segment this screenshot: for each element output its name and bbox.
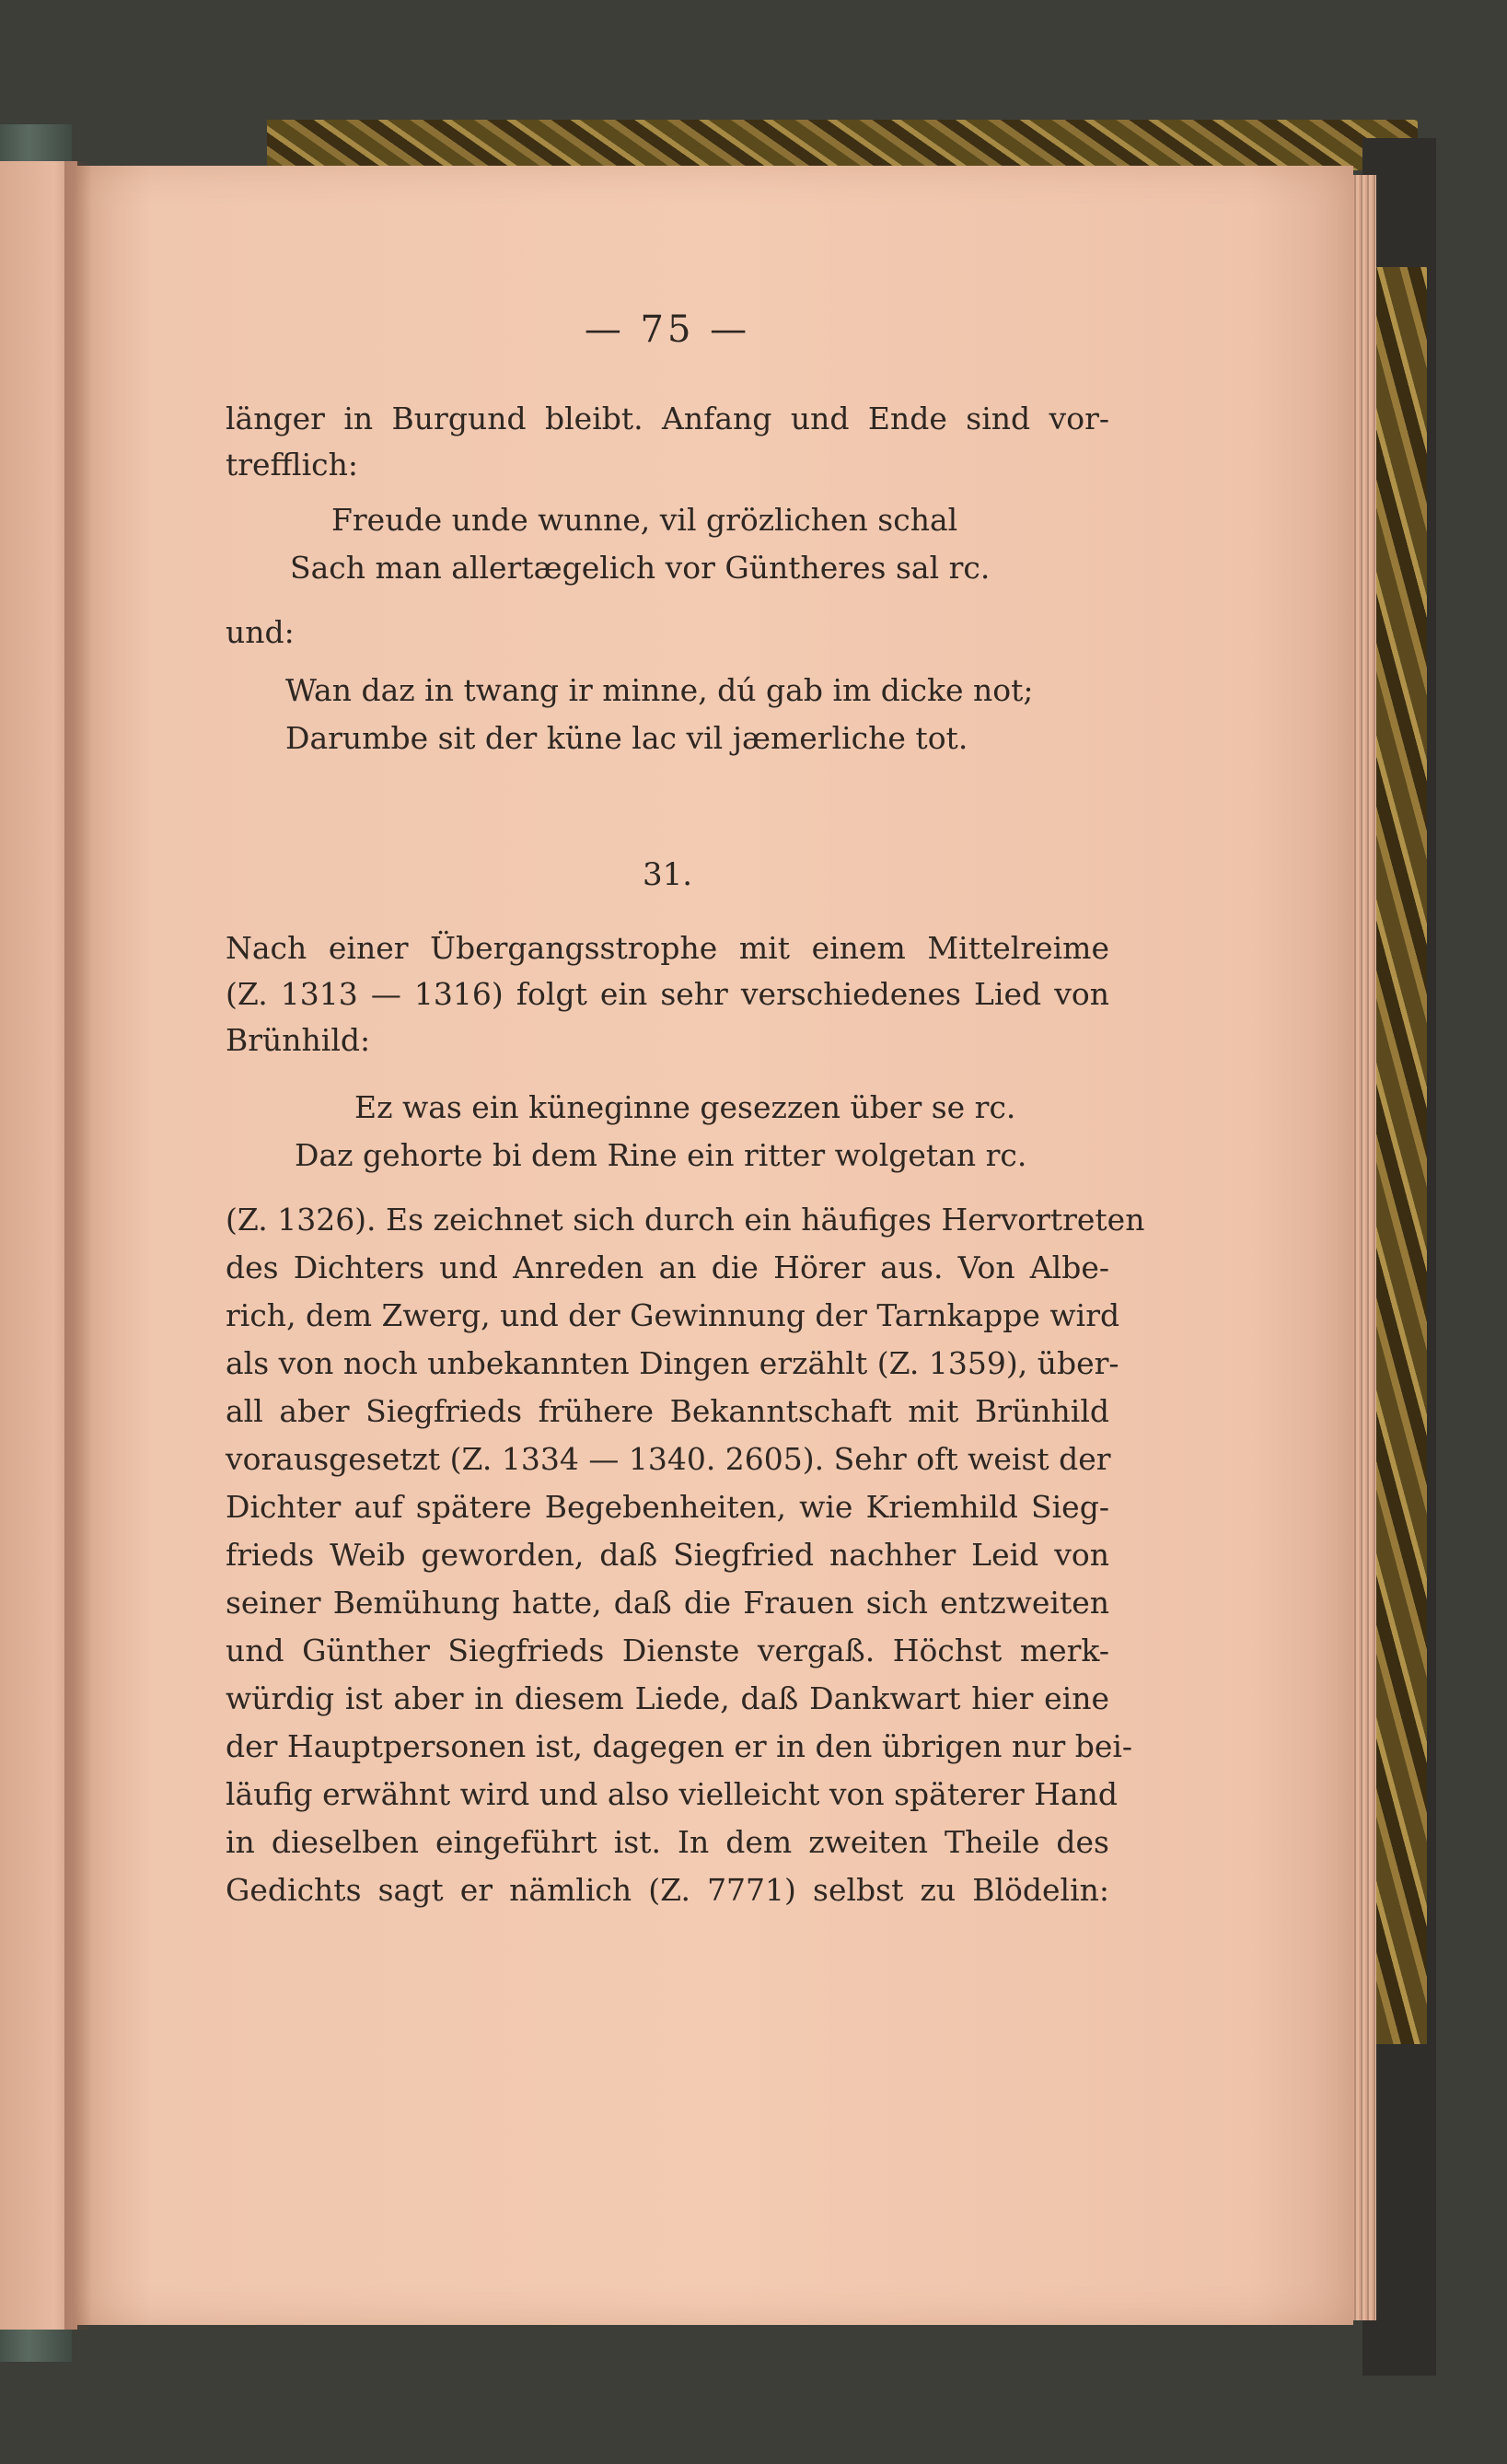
text-line: seiner Bemühung hatte, daß die Frauen sich entzweiten [226, 1585, 1109, 1621]
spine-shadow [64, 161, 92, 2330]
text-line: länger in Burgund bleibt. Anfang und Ende sind vor- [226, 401, 1109, 436]
text-line: Brünhild: [226, 1022, 371, 1058]
text-line: (Z. 1313 — 1316) folgt ein sehr verschiedenes Lied von [226, 976, 1109, 1012]
text-line: des Dichters und Anreden an die Hörer aus. Von Albe- [226, 1249, 1109, 1285]
text-line: würdig ist aber in diesem Liede, daß Dankwart hier eine [226, 1680, 1109, 1716]
verse-line: Wan daz in twang ir minne, dú gab im dicke not; [285, 672, 1034, 708]
book-page [74, 166, 1353, 2325]
page-number-header: — 75 — [584, 308, 751, 351]
text-line: (Z. 1326). Es zeichnet sich durch ein häufiges Hervortreten [226, 1202, 1145, 1238]
verse-line: Sach man allertægelich vor Güntheres sal rc. [290, 550, 991, 586]
text-line: frieds Weib geworden, daß Siegfried nachher Leid von [226, 1537, 1109, 1573]
text-line: der Hauptpersonen ist, dagegen er in den übrigen nur bei- [226, 1728, 1133, 1764]
verse-line: Ez was ein küneginne gesezzen über se rc. [354, 1089, 1016, 1125]
text-line: Dichter auf spätere Begebenheiten, wie Kriemhild Sieg- [226, 1489, 1109, 1525]
verse-line: Freude unde wunne, vil grözlichen schal [331, 502, 958, 538]
text-line: rich, dem Zwerg, und der Gewinnung der Tarnkappe wird [226, 1297, 1120, 1333]
verse-line: Darumbe sit der küne lac vil jæmerliche tot. [285, 720, 968, 756]
text-line: Gedichts sagt er nämlich (Z. 7771) selbst zu Blödelin: [226, 1872, 1109, 1908]
text-line: all aber Siegfrieds frühere Bekanntschaft mit Brünhild [226, 1393, 1109, 1429]
marbled-board-right [1376, 267, 1427, 2044]
section-number: 31. [642, 856, 693, 893]
text-line: vorausgesetzt (Z. 1334 — 1340. 2605). Sehr oft weist der [226, 1441, 1111, 1477]
text-line: trefflich: [226, 447, 358, 482]
verse-line: Daz gehorte bi dem Rine ein ritter wolgetan rc. [295, 1137, 1027, 1173]
text-line: Nach einer Übergangsstrophe mit einem Mittelreime [226, 930, 1109, 966]
text-line: und Günther Siegfrieds Dienste vergaß. Höchst merk- [226, 1633, 1109, 1668]
text-line: und: [226, 614, 295, 650]
text-line: als von noch unbekannten Dingen erzählt (Z. 1359), über- [226, 1345, 1119, 1381]
text-line: läufig erwähnt wird und also vielleicht von späterer Hand [226, 1776, 1119, 1812]
marbled-board-top [267, 120, 1418, 170]
text-line: in dieselben eingeführt ist. In dem zweiten Theile des [226, 1824, 1109, 1860]
